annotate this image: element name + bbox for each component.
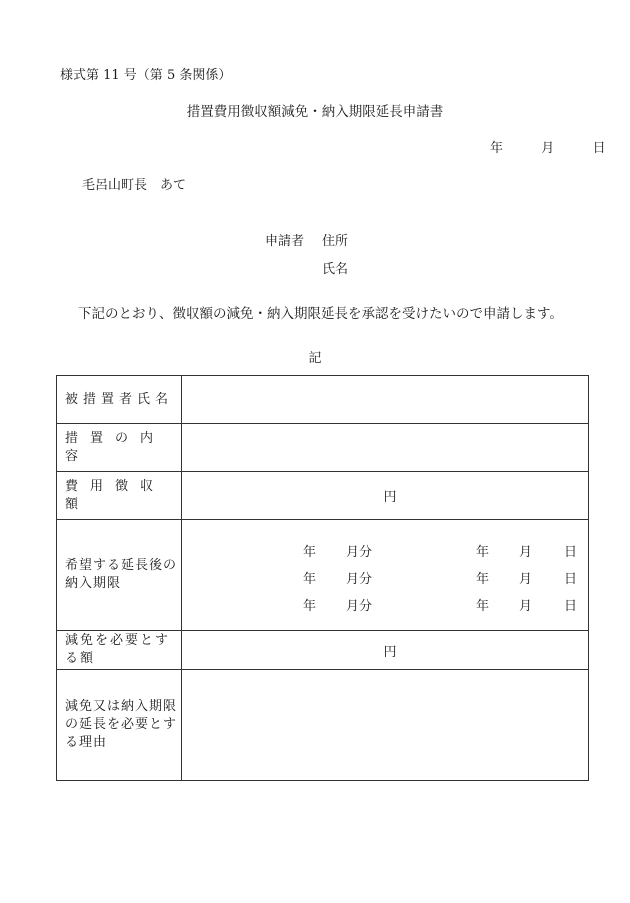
reduction-amount-field[interactable]: 円	[182, 631, 589, 670]
table-row	[57, 472, 589, 520]
reason-field[interactable]	[182, 670, 589, 781]
row-label-reduction-amount: 減免を必要とする額	[57, 631, 182, 670]
period-month-of: 月分	[346, 572, 373, 587]
ki-heading: 記	[308, 351, 322, 366]
period-month: 月	[519, 599, 533, 614]
row-label-reason: 減免又は納入期限の延長を必要とする理由	[57, 670, 182, 781]
name-label: 氏名	[322, 262, 349, 277]
date-month: 月	[541, 141, 555, 156]
table-row	[57, 631, 589, 670]
period-day: 日	[564, 599, 578, 614]
collection-amount-field[interactable]: 円	[182, 472, 589, 520]
period-year2: 年	[476, 545, 490, 560]
period-row	[182, 568, 588, 586]
period-month: 月	[519, 572, 533, 587]
table-row	[57, 424, 589, 472]
period-row	[182, 595, 588, 613]
document-title: 措置費用徴収額減免・納入期限延長申請書	[186, 104, 444, 120]
period-year: 年	[303, 599, 317, 614]
period-month: 月	[519, 545, 533, 560]
application-table	[56, 375, 589, 781]
date-year: 年	[490, 141, 504, 156]
table-row	[57, 520, 589, 631]
row-label-desired-deadline: 希望する延長後の納入期限	[57, 520, 182, 631]
deadline-periods	[182, 520, 588, 630]
date-line	[490, 137, 606, 156]
table-row	[57, 670, 589, 781]
period-month-of: 月分	[346, 599, 373, 614]
period-row	[182, 541, 588, 559]
period-month-of: 月分	[346, 545, 373, 560]
period-year2: 年	[476, 599, 490, 614]
body-text: 下記のとおり、徴収額の減免・納入期限延長を承認を受けたいので申請します。	[78, 306, 563, 322]
period-year2: 年	[476, 572, 490, 587]
table-row	[57, 376, 589, 424]
row-label-insured-name: 被措置者氏名	[57, 376, 182, 424]
form-number: 様式第 11 号（第 5 条関係）	[60, 68, 232, 83]
row-label-collection-amount: 費用徴収額	[57, 472, 182, 520]
addressee: 毛呂山町長 あて	[82, 178, 187, 193]
period-day: 日	[564, 545, 578, 560]
period-year: 年	[303, 545, 317, 560]
desired-deadline-field[interactable]	[182, 520, 589, 631]
insured-name-field[interactable]	[182, 376, 589, 424]
address-label: 住所	[322, 234, 349, 249]
applicant-label: 申請者	[265, 234, 305, 249]
row-label-measure-content: 措置の内容	[57, 424, 182, 472]
measure-content-field[interactable]	[182, 424, 589, 472]
period-day: 日	[564, 572, 578, 587]
period-year: 年	[303, 572, 317, 587]
date-day: 日	[592, 141, 606, 156]
